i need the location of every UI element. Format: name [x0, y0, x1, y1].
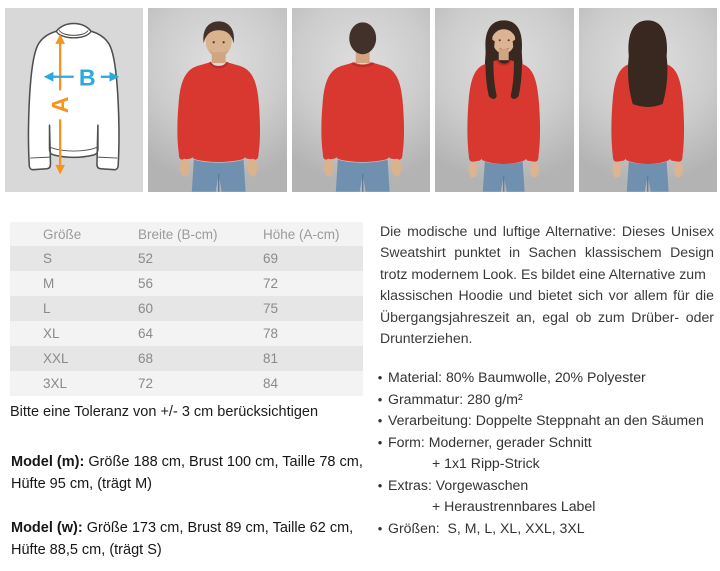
- measure-a-label: A: [47, 96, 74, 114]
- size-cell: S: [10, 246, 138, 271]
- col-header-hoehe: Höhe (A-cm): [263, 222, 363, 246]
- model-male-back-photo[interactable]: [292, 8, 430, 192]
- feature-groessen: Größen: S, M, L, XL, XXL, 3XL: [388, 519, 585, 536]
- table-row: [10, 296, 363, 321]
- model-w-line1: Größe 173 cm, Brust 89 cm, Taille 62 cm,: [82, 520, 354, 536]
- model-w-info: [11, 517, 379, 561]
- size-chart-table: [10, 222, 363, 396]
- feature-material: Material: 80% Baumwolle, 20% Polyester: [388, 369, 646, 385]
- product-image-gallery: [5, 8, 717, 192]
- height-cell: 84: [263, 371, 363, 396]
- feature-grammatur: Grammatur: 280 g/m²: [388, 390, 523, 407]
- table-row: [10, 271, 363, 296]
- female-back-figure-icon: [579, 8, 717, 192]
- width-cell: 68: [138, 346, 263, 371]
- list-item: [372, 389, 718, 411]
- description-part2: klassischen Hoodie und bietet sich vor allem für die Übergangsjahreszeit an, egal ob zum Drüber- oder Drunterziehen.: [380, 287, 714, 347]
- model-m-line1: Größe 188 cm, Brust 100 cm, Taille 78 cm,: [84, 454, 363, 470]
- col-header-breite: Breite (B-cm): [138, 222, 263, 246]
- model-m-label: Model (m):: [11, 454, 85, 470]
- female-front-figure-icon: [435, 8, 573, 192]
- bullet-icon: •: [377, 477, 383, 493]
- tolerance-note: Bitte eine Toleranz von +/- 3 cm berücksichtigen: [10, 404, 319, 420]
- col-header-groesse: Größe: [10, 222, 138, 246]
- measure-b-label: B: [78, 64, 96, 91]
- description-part1: Die modische und luftige Alternative: Dieses Unisex Sweatshirt punktet in Sachen klassischem Design trotz modernem Look. Es bildet eine Alternative zum: [380, 223, 714, 282]
- feature-extras: [388, 475, 718, 518]
- size-cell: XL: [10, 321, 138, 346]
- table-row: [10, 346, 363, 371]
- sweatshirt-measurement-diagram-icon: [5, 8, 143, 192]
- list-item: [372, 475, 718, 518]
- size-cell: L: [10, 296, 138, 321]
- size-cell: XXL: [10, 346, 138, 371]
- table-row: [10, 371, 363, 396]
- list-item: [372, 367, 718, 389]
- width-cell: 52: [138, 246, 263, 271]
- width-cell: 56: [138, 271, 263, 296]
- bullet-icon: •: [377, 413, 383, 428]
- height-cell: 78: [263, 321, 363, 346]
- bullet-icon: •: [377, 391, 383, 407]
- bullet-icon: •: [377, 370, 383, 385]
- feature-list: [372, 367, 718, 539]
- model-m-info: [11, 451, 379, 495]
- size-cell: 3XL: [10, 371, 138, 396]
- list-item: [372, 518, 718, 540]
- width-cell: 60: [138, 296, 263, 321]
- list-item: [372, 410, 718, 432]
- feature-extras-text: Extras: Vorgewaschen: [388, 476, 529, 493]
- bullet-icon: •: [377, 434, 383, 450]
- male-front-figure-icon: [148, 8, 286, 192]
- bullet-icon: •: [377, 520, 383, 536]
- table-row: [10, 246, 363, 271]
- model-w-line2: Hüfte 88,5 cm, (trägt S): [11, 542, 162, 558]
- feature-form: [388, 432, 718, 475]
- size-chart-header-row: [10, 222, 363, 246]
- size-cell: M: [10, 271, 138, 296]
- model-male-front-photo[interactable]: [148, 8, 286, 192]
- male-back-figure-icon: [292, 8, 430, 192]
- model-m-line2: Hüfte 95 cm, (trägt M): [11, 476, 153, 492]
- height-cell: 81: [263, 346, 363, 371]
- list-item: [372, 432, 718, 475]
- model-female-front-photo[interactable]: [435, 8, 573, 192]
- size-diagram-image[interactable]: [5, 8, 143, 192]
- height-cell: 72: [263, 271, 363, 296]
- feature-form-sub: + 1x1 Ripp-Strick: [432, 455, 540, 471]
- width-cell: 64: [138, 321, 263, 346]
- feature-form-text: Form: Moderner, gerader Schnitt: [388, 433, 592, 450]
- feature-verarbeitung: Verarbeitung: Doppelte Steppnaht an den Säumen: [388, 412, 704, 428]
- height-cell: 69: [263, 246, 363, 271]
- product-description: [380, 221, 714, 349]
- height-cell: 75: [263, 296, 363, 321]
- model-female-back-photo[interactable]: [579, 8, 717, 192]
- feature-extras-sub: + Heraustrennbares Label: [432, 498, 596, 514]
- table-row: [10, 321, 363, 346]
- width-cell: 72: [138, 371, 263, 396]
- model-w-label: Model (w):: [11, 520, 83, 536]
